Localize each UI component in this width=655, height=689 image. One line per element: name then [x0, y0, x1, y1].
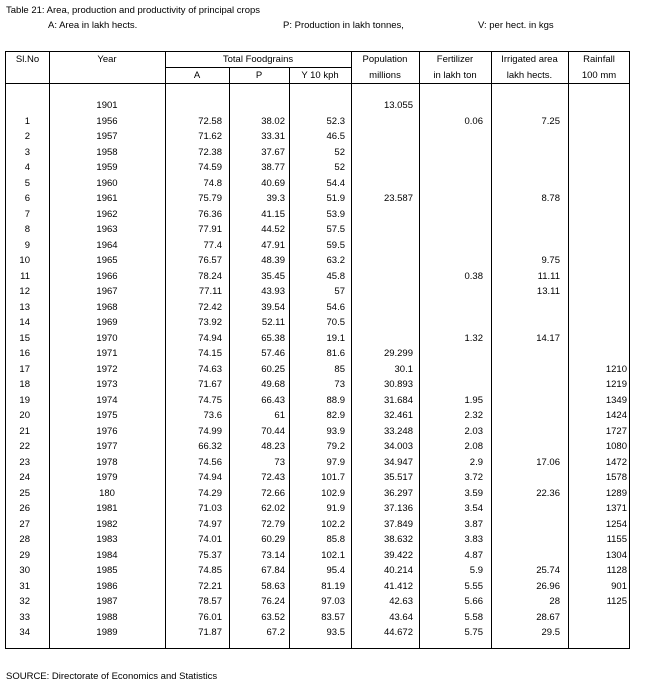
cell-y: 102.1	[321, 549, 345, 561]
table-row	[6, 255, 629, 267]
header-irrigated: Irrigated area	[501, 54, 558, 65]
cell-pop: 32.461	[383, 410, 413, 421]
table-row	[6, 565, 629, 577]
cell-year: 1974	[96, 394, 118, 406]
cell-a: 74.8	[203, 177, 222, 189]
cell-year: 1986	[96, 580, 118, 592]
cell-sl: 28	[19, 534, 30, 545]
cell-year: 1981	[96, 503, 118, 514]
cell-rain: 1727	[605, 425, 627, 437]
cell-p: 37.67	[261, 146, 285, 158]
cell-y: 91.9	[326, 503, 345, 514]
table-row	[6, 426, 629, 438]
header-fertilizer: Fertilizer	[436, 54, 474, 65]
cell-year: 1976	[96, 425, 118, 437]
cell-p: 58.63	[261, 580, 285, 592]
cell-pop: 42.63	[389, 596, 413, 607]
cell-fert: 3.59	[464, 487, 483, 499]
cell-year: 180	[99, 487, 115, 499]
table-row	[6, 348, 629, 360]
cell-fert: 5.55	[464, 580, 483, 592]
table-row	[6, 317, 629, 329]
cell-a: 76.57	[198, 255, 222, 266]
cell-year: 1978	[96, 456, 118, 468]
cell-a: 73.6	[203, 410, 222, 421]
cell-p: 63.52	[261, 611, 285, 623]
cell-pop: 35.517	[383, 472, 413, 483]
cell-fert: 3.54	[464, 503, 483, 514]
cell-y: 54.6	[326, 301, 345, 313]
cell-irr: 8.78	[541, 193, 560, 204]
cell-y: 82.9	[326, 410, 345, 421]
cell-pop: 34.003	[383, 441, 413, 452]
table-row	[6, 131, 629, 143]
header-rainfall-unit: 100 mm	[581, 70, 617, 81]
table-row	[6, 364, 629, 376]
cell-y: 52	[334, 162, 345, 173]
cell-fert: 3.87	[464, 518, 483, 530]
cell-y: 93.5	[326, 627, 345, 638]
cell-year: 1987	[96, 596, 118, 607]
cell-rain: 1219	[605, 379, 627, 390]
cell-a: 74.75	[198, 394, 222, 406]
cell-year: 1970	[96, 332, 118, 344]
cell-year: 1977	[96, 441, 118, 452]
cell-p: 52.11	[261, 317, 285, 328]
cell-a: 74.59	[198, 162, 222, 173]
header-rule	[6, 83, 629, 84]
table-row	[6, 472, 629, 484]
cell-irr: 13.11	[536, 286, 560, 297]
cell-y: 95.4	[326, 565, 345, 576]
cell-year: 1964	[96, 239, 118, 251]
cell-fert: 5.58	[464, 611, 483, 623]
cell-fert: 5.9	[469, 565, 483, 576]
cell-a: 77.91	[198, 224, 222, 235]
cell-p: 39.3	[266, 193, 285, 204]
cell-sl: 3	[24, 146, 30, 158]
cell-a: 74.85	[198, 565, 222, 576]
cell-sl: 21	[19, 425, 30, 437]
cell-y: 85.8	[326, 534, 345, 545]
cell-year: 1962	[96, 208, 118, 220]
cell-rain: 1128	[606, 565, 627, 576]
cell-a: 71.62	[198, 131, 222, 142]
cell-a: 74.97	[198, 518, 222, 530]
cell-sl: 24	[19, 472, 30, 483]
cell-sl: 11	[20, 270, 30, 282]
header-y: Y 10 kph	[301, 70, 339, 81]
cell-y: 97.03	[321, 596, 345, 607]
cell-fert: 1.32	[464, 332, 483, 344]
cell-year: 1983	[96, 534, 118, 545]
cell-irr: 7.25	[541, 115, 560, 127]
cell-fert: 5.66	[464, 596, 483, 607]
cell-a: 74.15	[198, 348, 222, 359]
cell-y: 59.5	[326, 239, 345, 251]
cell-a: 76.36	[198, 208, 222, 220]
cell-y: 81.6	[326, 348, 345, 359]
cell-fert: 3.72	[464, 472, 483, 483]
cell-pop: 31.684	[383, 394, 413, 406]
cell-sl: 32	[19, 596, 30, 607]
cell-a: 72.38	[198, 146, 222, 158]
cell-pop: 43.64	[389, 611, 413, 623]
cell-p: 60.25	[261, 363, 285, 375]
cell-year: 1973	[96, 379, 118, 390]
cell-a: 77.4	[203, 239, 222, 251]
cell-a: 72.42	[198, 301, 222, 313]
cell-sl: 7	[24, 208, 30, 220]
cell-p: 72.66	[261, 487, 285, 499]
cell-y: 54.4	[326, 177, 345, 189]
cell-fert: 1.95	[464, 394, 483, 406]
cell-year: 1959	[96, 162, 118, 173]
cell-sl: 14	[19, 317, 30, 328]
cell-sl: 18	[19, 379, 30, 390]
table-row	[6, 333, 629, 345]
cell-rain: 1080	[605, 441, 627, 452]
cell-p: 35.45	[261, 270, 285, 282]
table-row	[6, 395, 629, 407]
cell-y: 101.7	[321, 472, 345, 483]
cell-year: 1968	[96, 301, 118, 313]
table-row	[6, 302, 629, 314]
cell-rain: 1155	[606, 534, 627, 545]
table-row	[6, 410, 629, 422]
cell-rain: 1424	[605, 410, 627, 421]
header-fertilizer-unit: in lakh ton	[433, 70, 477, 81]
cell-year: 1901	[96, 100, 118, 111]
cell-p: 66.43	[261, 394, 285, 406]
cell-sl: 34	[19, 627, 30, 638]
cell-year: 1982	[96, 518, 118, 530]
cell-sl: 29	[19, 549, 30, 561]
cell-y: 45.8	[326, 270, 345, 282]
cell-y: 57	[334, 286, 345, 297]
cell-year: 1979	[96, 472, 118, 483]
cell-sl: 31	[19, 580, 30, 592]
header-population-unit: millions	[369, 70, 401, 81]
cell-irr: 22.36	[536, 487, 560, 499]
table-row	[6, 519, 629, 531]
table-row	[6, 178, 629, 190]
table-row	[6, 271, 629, 283]
header-p: P	[255, 70, 263, 81]
cell-sl: 22	[19, 441, 30, 452]
cell-year: 1961	[96, 193, 118, 204]
cell-y: 81.19	[321, 580, 345, 592]
table-row	[6, 224, 629, 236]
cell-p: 60.29	[261, 534, 285, 545]
cell-irr: 17.06	[536, 456, 560, 468]
table-row	[6, 100, 629, 112]
table-row	[6, 612, 629, 624]
cell-y: 52.3	[326, 115, 345, 127]
cell-sl: 10	[19, 255, 30, 266]
cell-p: 47.91	[261, 239, 285, 251]
cell-a: 72.21	[198, 580, 222, 592]
cell-p: 62.02	[261, 503, 285, 514]
cell-sl: 13	[19, 301, 30, 313]
cell-sl: 23	[19, 456, 30, 468]
cell-a: 74.94	[198, 332, 222, 344]
cell-p: 65.38	[261, 332, 285, 344]
cell-y: 63.2	[326, 255, 345, 266]
cell-fert: 5.75	[464, 627, 483, 638]
cell-a: 74.94	[198, 472, 222, 483]
cell-rain: 1289	[605, 487, 627, 499]
table-row	[6, 581, 629, 593]
cell-year: 1963	[96, 224, 118, 235]
cell-rain: 1304	[605, 549, 627, 561]
cell-a: 72.58	[198, 115, 222, 127]
data-table	[5, 51, 630, 649]
cell-sl: 33	[19, 611, 30, 623]
header-slno: Sl.No	[15, 54, 40, 65]
cell-sl: 27	[19, 518, 30, 530]
cell-irr: 29.5	[541, 627, 560, 638]
table-row	[6, 488, 629, 500]
cell-year: 1966	[96, 270, 118, 282]
cell-sl: 20	[19, 410, 30, 421]
cell-year: 1956	[96, 115, 118, 127]
table-row	[6, 162, 629, 174]
legend-area: A: Area in lakh hects.	[48, 20, 138, 31]
cell-p: 49.68	[261, 379, 285, 390]
cell-rain: 1349	[605, 394, 627, 406]
cell-pop: 34.947	[383, 456, 413, 468]
cell-sl: 8	[24, 224, 30, 235]
cell-pop: 38.632	[383, 534, 413, 545]
cell-pop: 40.214	[383, 565, 413, 576]
header-population: Population	[362, 54, 408, 65]
cell-pop: 37.849	[383, 518, 413, 530]
cell-year: 1960	[96, 177, 118, 189]
cell-rain: 1254	[605, 518, 627, 530]
cell-y: 85	[334, 363, 345, 375]
cell-p: 72.43	[261, 472, 285, 483]
cell-year: 1985	[96, 565, 118, 576]
table-row	[6, 379, 629, 391]
cell-a: 77.11	[198, 286, 222, 297]
cell-a: 78.57	[198, 596, 222, 607]
cell-y: 97.9	[326, 456, 345, 468]
table-row	[6, 147, 629, 159]
cell-year: 1984	[96, 549, 118, 561]
cell-a: 78.24	[198, 270, 222, 282]
header-a: A	[193, 70, 201, 81]
cell-p: 40.69	[261, 177, 285, 189]
legend-production: P: Production in lakh tonnes,	[283, 20, 404, 31]
cell-sl: 26	[19, 503, 30, 514]
cell-p: 57.46	[261, 348, 285, 359]
cell-p: 33.31	[261, 131, 285, 142]
header-year: Year	[97, 54, 117, 65]
cell-sl: 30	[19, 565, 30, 576]
cell-p: 70.44	[261, 425, 285, 437]
cell-rain: 1125	[606, 596, 627, 607]
cell-y: 53.9	[326, 208, 345, 220]
cell-sl: 12	[19, 286, 30, 297]
cell-fert: 2.9	[469, 456, 483, 468]
cell-sl: 6	[24, 193, 30, 204]
cell-sl: 19	[19, 394, 30, 406]
cell-year: 1989	[96, 627, 118, 638]
cell-fert: 2.03	[464, 425, 483, 437]
cell-rain: 1371	[605, 503, 627, 514]
cell-y: 83.57	[321, 611, 345, 623]
cell-a: 74.63	[198, 363, 222, 375]
cell-p: 76.24	[261, 596, 285, 607]
cell-year: 1965	[96, 255, 118, 266]
cell-y: 52	[334, 146, 345, 158]
cell-fert: 3.83	[464, 534, 483, 545]
cell-pop: 37.136	[383, 503, 413, 514]
cell-y: 57.5	[326, 224, 345, 235]
cell-irr: 28.67	[536, 611, 560, 623]
table-row	[6, 209, 629, 221]
cell-a: 71.67	[198, 379, 222, 390]
cell-p: 67.84	[261, 565, 285, 576]
cell-a: 66.32	[198, 441, 222, 452]
cell-p: 38.77	[261, 162, 285, 173]
cell-rain: 1578	[605, 472, 627, 483]
cell-y: 102.9	[321, 487, 345, 499]
cell-irr: 11.11	[537, 270, 560, 282]
table-row	[6, 596, 629, 608]
cell-irr: 14.17	[536, 332, 560, 344]
cell-a: 71.03	[198, 503, 222, 514]
cell-p: 48.23	[261, 441, 285, 452]
cell-rain: 1210	[605, 363, 627, 375]
source-note: SOURCE: Directorate of Economics and Statistics	[6, 671, 218, 682]
cell-year: 1969	[96, 317, 118, 328]
table-row	[6, 627, 629, 639]
cell-sl: 9	[24, 239, 30, 251]
header-rainfall: Rainfall	[583, 54, 615, 65]
cell-p: 73	[274, 456, 285, 468]
cell-irr: 28	[549, 596, 560, 607]
table-row	[6, 193, 629, 205]
cell-p: 61	[274, 410, 285, 421]
cell-p: 67.2	[266, 627, 285, 638]
cell-a: 74.29	[198, 487, 222, 499]
header-rule	[165, 67, 351, 68]
cell-sl: 17	[19, 363, 30, 375]
cell-p: 48.39	[261, 255, 285, 266]
cell-p: 44.52	[261, 224, 285, 235]
cell-y: 46.5	[326, 131, 345, 142]
cell-sl: 5	[24, 177, 30, 189]
table-row	[6, 503, 629, 515]
cell-p: 73.14	[261, 549, 285, 561]
cell-a: 76.01	[198, 611, 222, 623]
cell-p: 39.54	[261, 301, 285, 313]
cell-year: 1958	[96, 146, 118, 158]
cell-p: 43.93	[261, 286, 285, 297]
cell-sl: 16	[19, 348, 30, 359]
cell-a: 74.56	[198, 456, 222, 468]
cell-pop: 13.055	[383, 100, 413, 111]
table-row	[6, 116, 629, 128]
cell-p: 41.15	[261, 208, 285, 220]
cell-a: 75.37	[198, 549, 222, 561]
table-row	[6, 550, 629, 562]
cell-sl: 4	[24, 162, 30, 173]
cell-a: 74.99	[198, 425, 222, 437]
table-row	[6, 534, 629, 546]
cell-p: 38.02	[261, 115, 285, 127]
header-irrigated-unit: lakh hects.	[506, 70, 553, 81]
cell-pop: 29.299	[383, 348, 413, 359]
cell-fert: 4.87	[464, 549, 483, 561]
table-row	[6, 240, 629, 252]
table-title: Table 21: Area, production and productivity of principal crops	[6, 5, 261, 16]
cell-y: 88.9	[326, 394, 345, 406]
cell-year: 1975	[96, 410, 118, 421]
cell-y: 19.1	[326, 332, 345, 344]
cell-fert: 2.32	[464, 410, 483, 421]
cell-rain: 1472	[605, 456, 627, 468]
cell-y: 51.9	[326, 193, 345, 204]
cell-sl: 2	[24, 131, 30, 142]
cell-irr: 26.96	[536, 580, 560, 592]
cell-year: 1972	[96, 363, 118, 375]
cell-sl: 1	[24, 115, 30, 127]
cell-pop: 30.893	[383, 379, 413, 390]
cell-y: 73	[334, 379, 345, 390]
cell-year: 1957	[96, 131, 118, 142]
header-total-foodgrains: Total Foodgrains	[222, 54, 294, 65]
cell-sl: 25	[19, 487, 30, 499]
cell-a: 73.92	[198, 317, 222, 328]
cell-fert: 0.06	[464, 115, 483, 127]
cell-y: 93.9	[326, 425, 345, 437]
cell-y: 70.5	[326, 317, 345, 328]
table-row	[6, 286, 629, 298]
cell-pop: 44.672	[383, 627, 413, 638]
cell-pop: 30.1	[394, 363, 413, 375]
cell-pop: 39.422	[383, 549, 413, 561]
cell-year: 1988	[96, 611, 118, 623]
table-row	[6, 457, 629, 469]
cell-a: 71.87	[198, 627, 222, 638]
cell-irr: 25.74	[536, 565, 560, 576]
cell-a: 75.79	[198, 193, 222, 204]
cell-year: 1967	[96, 286, 118, 297]
cell-y: 79.2	[326, 441, 345, 452]
cell-pop: 41.412	[383, 580, 413, 592]
cell-a: 74.01	[198, 534, 222, 545]
cell-fert: 0.38	[464, 270, 483, 282]
table-row	[6, 441, 629, 453]
legend-yield: V: per hect. in kgs	[478, 20, 554, 31]
cell-rain: 901	[611, 580, 627, 592]
cell-p: 72.79	[261, 518, 285, 530]
cell-pop: 36.297	[383, 487, 413, 499]
cell-year: 1971	[96, 348, 118, 359]
cell-fert: 2.08	[464, 441, 483, 452]
cell-y: 102.2	[321, 518, 345, 530]
cell-irr: 9.75	[541, 255, 560, 266]
cell-pop: 23.587	[383, 193, 413, 204]
cell-sl: 15	[19, 332, 30, 344]
cell-pop: 33.248	[383, 425, 413, 437]
